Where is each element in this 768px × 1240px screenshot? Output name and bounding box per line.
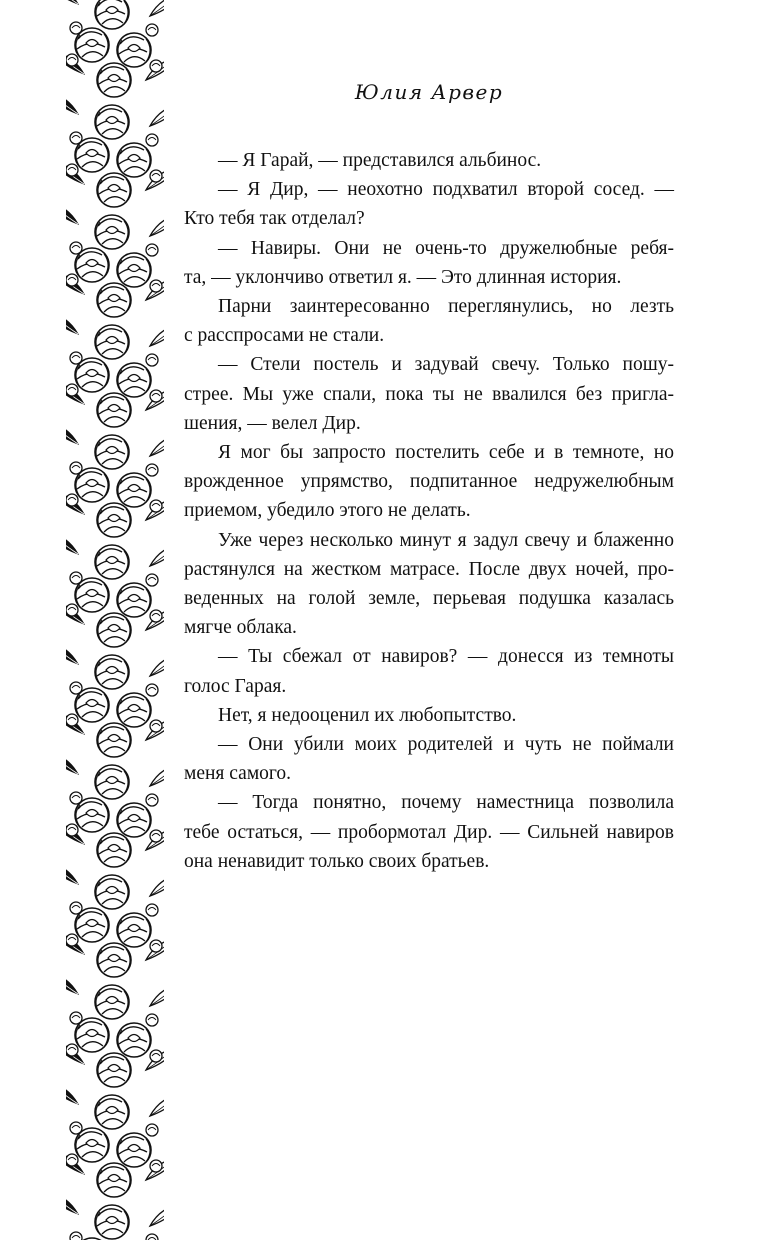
paragraph bbox=[184, 438, 674, 526]
text-line: — Я Дир, — неохотно подхватил второй сосед. — bbox=[218, 179, 674, 201]
text-line: — Они убили моих родителей и чуть не поймали bbox=[218, 734, 674, 756]
text-line: та, — уклончиво ответил я. — Это длинная история. bbox=[184, 266, 622, 288]
text-line: веденных на голой земле, перьевая подушка казалась bbox=[184, 588, 674, 610]
text-line: стрее. Мы уже спали, пока ты не ввалился без пригла- bbox=[184, 383, 674, 405]
text-line: Парни заинтересованно переглянулись, но лезть bbox=[218, 296, 674, 318]
text-line: Уже через несколько минут я задул свечу и блаженно bbox=[218, 529, 674, 551]
paragraph bbox=[184, 234, 674, 292]
text-line: врожденное упрямство, подпитанное недружелюбным bbox=[184, 471, 674, 493]
text-line: голос Гарая. bbox=[184, 675, 287, 697]
text-line: Кто тебя так отделал? bbox=[184, 208, 365, 230]
text-line: растянулся на жестком матрасе. После двух ночей, про- bbox=[184, 558, 674, 580]
text-line: меня самого. bbox=[184, 763, 292, 785]
paragraph bbox=[184, 146, 674, 175]
text-line: — Тогда понятно, почему наместница позволила bbox=[218, 792, 674, 814]
text-line: — Навиры. Они не очень-то дружелюбные ребя- bbox=[218, 237, 674, 259]
paragraph bbox=[184, 350, 674, 438]
text-line: она ненавидит только своих братьев. bbox=[184, 850, 490, 872]
text-line: тебе остаться, — пробормотал Дир. — Сильней навиров bbox=[184, 821, 674, 843]
paragraph bbox=[184, 730, 674, 788]
body-text bbox=[184, 146, 674, 876]
text-line: с расспросами не стали. bbox=[184, 325, 385, 347]
text-line: мягче облака. bbox=[184, 617, 297, 639]
paragraph bbox=[184, 701, 674, 730]
paragraph bbox=[184, 642, 674, 700]
text-line: — Стели постель и задувай свечу. Только пошу- bbox=[218, 354, 674, 376]
paragraph bbox=[184, 788, 674, 876]
text-line: приемом, убедило этого не делать. bbox=[184, 500, 471, 522]
text-line: шения, — велел Дир. bbox=[184, 412, 361, 434]
text-line: Нет, я недооценил их любопытство. bbox=[218, 704, 517, 726]
paragraph bbox=[184, 526, 674, 643]
text-line: — Ты сбежал от навиров? — донесся из темноты bbox=[218, 646, 674, 668]
text-line: — Я Гарай, — представился альбинос. bbox=[218, 150, 542, 171]
paragraph bbox=[184, 292, 674, 350]
text-line: Я мог бы запросто постелить себе и в темноте, но bbox=[218, 442, 674, 464]
running-head-author: Юлия Арвер bbox=[354, 80, 504, 104]
paragraph bbox=[184, 175, 674, 233]
